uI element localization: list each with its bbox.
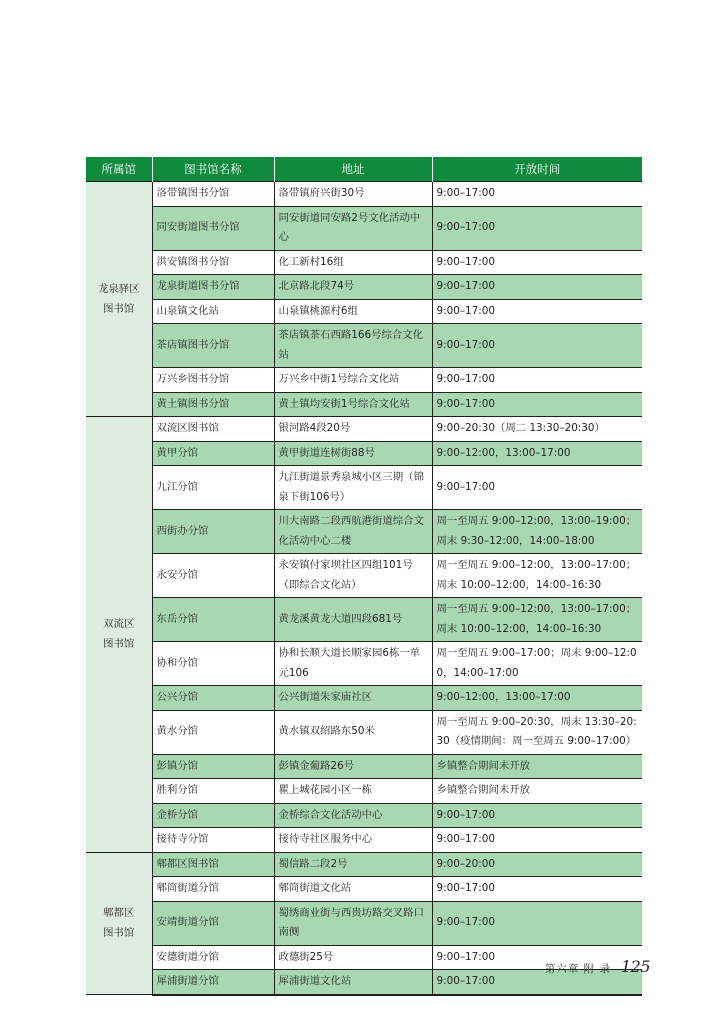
- table-body: [86, 182, 642, 995]
- group-name-cell: [86, 852, 152, 995]
- library-table: [86, 157, 642, 996]
- library-name-cell: 永安分馆: [152, 554, 274, 598]
- table-row: [86, 803, 642, 828]
- address-cell: 洛带镇府兴街30号: [274, 182, 432, 207]
- table-row: [86, 901, 642, 945]
- hours-cell: 9:00–17:00: [432, 324, 642, 368]
- library-name-cell: 茶店镇图书分馆: [152, 324, 274, 368]
- hours-cell: 9:00–17:00: [432, 392, 642, 417]
- group-name-line: 龙泉驿区: [97, 283, 140, 295]
- table-row: [86, 852, 642, 877]
- table-row: [86, 250, 642, 275]
- header-library-name: 图书馆名称: [152, 157, 274, 182]
- group-name-line: 郫都区: [103, 907, 135, 920]
- address-cell: 协和长顺大道长顺家园6栋一单元106: [274, 642, 432, 686]
- table-row: [86, 392, 642, 417]
- hours-cell: 乡镇整合期间未开放: [432, 779, 642, 804]
- table-row: [86, 441, 642, 466]
- library-name-cell: 金桥分馆: [152, 803, 274, 828]
- library-name-cell: 西街办分馆: [152, 510, 274, 554]
- library-name-cell: 山泉镇文化站: [152, 299, 274, 324]
- hours-cell: 9:00–20:30（周二 13:30–20:30）: [432, 417, 642, 442]
- page-number: 125: [620, 957, 650, 976]
- table-row: [86, 299, 642, 324]
- address-cell: 蜀信路二段2号: [274, 852, 432, 877]
- chapter-label: 第六章 附 录: [544, 963, 611, 975]
- library-name-cell: 犀浦街道分馆: [152, 970, 274, 995]
- hours-cell: 周一至周五 9:00–12:00，13:00–17:00；周末 10:00–12:00，14:00–16:30: [432, 554, 642, 598]
- address-cell: 蜀绣商业街与西贵坊路交叉路口南侧: [274, 901, 432, 945]
- table-row: [86, 779, 642, 804]
- group-name-line: 图书馆: [103, 927, 135, 940]
- hours-cell: 9:00–17:00: [432, 803, 642, 828]
- library-name-cell: 同安街道图书分馆: [152, 206, 274, 250]
- address-cell: 接待寺社区服务中心: [274, 828, 432, 853]
- hours-cell: 周一至周五 9:00–12:00，13:00–17:00；周末 10:00–12:00，14:00–16:30: [432, 598, 642, 642]
- hours-cell: 9:00–12:00，13:00–17:00: [432, 686, 642, 711]
- library-name-cell: 郫筒街道分馆: [152, 877, 274, 902]
- table-row: [86, 206, 642, 250]
- hours-cell: 乡镇整合期间未开放: [432, 754, 642, 779]
- table-row: [86, 686, 642, 711]
- table-row: [86, 368, 642, 393]
- hours-cell: 9:00–17:00: [432, 828, 642, 853]
- header-opening-hours: 开放时间: [432, 157, 642, 182]
- address-cell: 瞿上城花园小区一栋: [274, 779, 432, 804]
- library-name-cell: 郫都区图书馆: [152, 852, 274, 877]
- hours-cell: 9:00–12:00，13:00–17:00: [432, 441, 642, 466]
- hours-cell: 9:00–17:00: [432, 945, 642, 970]
- address-cell: 黄龙溪黄龙大道四段681号: [274, 598, 432, 642]
- hours-cell: 9:00–17:00: [432, 299, 642, 324]
- library-name-cell: 黄甲分馆: [152, 441, 274, 466]
- address-cell: 金桥综合文化活动中心: [274, 803, 432, 828]
- header-affiliation: 所属馆: [86, 157, 152, 182]
- group-name-cell: [86, 182, 152, 417]
- table-row: [86, 466, 642, 510]
- library-name-cell: 黄水分馆: [152, 710, 274, 754]
- address-cell: 永安镇付家坝社区四组101号（即综合文化站）: [274, 554, 432, 598]
- address-cell: 茶店镇茶石西路166号综合文化站: [274, 324, 432, 368]
- table-row: [86, 275, 642, 300]
- table-row: [86, 710, 642, 754]
- library-name-cell: 彭镇分馆: [152, 754, 274, 779]
- address-cell: 万兴乡中街1号综合文化站: [274, 368, 432, 393]
- hours-cell: 9:00–17:00: [432, 970, 642, 995]
- hours-cell: 9:00–17:00: [432, 466, 642, 510]
- hours-cell: 9:00–17:00: [432, 368, 642, 393]
- address-cell: 郫筒街道文化站: [274, 877, 432, 902]
- library-name-cell: 洛带镇图书分馆: [152, 182, 274, 207]
- library-name-cell: 龙泉街道图书分馆: [152, 275, 274, 300]
- library-name-cell: 接待寺分馆: [152, 828, 274, 853]
- library-name-cell: 洪安镇图书分馆: [152, 250, 274, 275]
- library-name-cell: 万兴乡图书分馆: [152, 368, 274, 393]
- library-name-cell: 东岳分馆: [152, 598, 274, 642]
- table-header-row: [86, 157, 642, 182]
- table-row: [86, 324, 642, 368]
- address-cell: 山泉镇桃源村6组: [274, 299, 432, 324]
- hours-cell: 周一至周五 9:00–12:00，13:00–19:00；周末 9:30–12:00，14:00–18:00: [432, 510, 642, 554]
- library-name-cell: 公兴分馆: [152, 686, 274, 711]
- hours-cell: 周一至周五 9:00–20:30，周末 13:30–20:30（疫情期间：周一至周五 9:00–17:00）: [432, 710, 642, 754]
- address-cell: 九江街道景秀泉城小区三期（锦泉下街106号）: [274, 466, 432, 510]
- table-row: [86, 828, 642, 853]
- address-cell: 彭镇金葡路26号: [274, 754, 432, 779]
- hours-cell: 9:00–17:00: [432, 901, 642, 945]
- table-row: [86, 877, 642, 902]
- library-name-cell: 黄土镇图书分馆: [152, 392, 274, 417]
- address-cell: 黄土镇均安街1号综合文化站: [274, 392, 432, 417]
- table-row: [86, 598, 642, 642]
- table-row: [86, 554, 642, 598]
- address-cell: 犀浦街道文化站: [274, 970, 432, 995]
- table-row: [86, 510, 642, 554]
- hours-cell: 9:00–17:00: [432, 275, 642, 300]
- hours-cell: 周一至周五 9:00–17:00；周末 9:00–12:00，14:00–17:00: [432, 642, 642, 686]
- address-cell: 银河路4段20号: [274, 417, 432, 442]
- hours-cell: 9:00–17:00: [432, 250, 642, 275]
- group-name-cell: [86, 417, 152, 853]
- library-name-cell: 协和分馆: [152, 642, 274, 686]
- address-cell: 同安街道同安路2号文化活动中心: [274, 206, 432, 250]
- group-name-line: 双流区: [103, 618, 135, 631]
- address-cell: 黄甲街道连树街88号: [274, 441, 432, 466]
- hours-cell: 9:00–17:00: [432, 206, 642, 250]
- address-cell: 公兴街道朱家庙社区: [274, 686, 432, 711]
- hours-cell: 9:00–17:00: [432, 877, 642, 902]
- library-name-cell: 安靖街道分馆: [152, 901, 274, 945]
- library-name-cell: 胜利分馆: [152, 779, 274, 804]
- header-address: 地址: [274, 157, 432, 182]
- hours-cell: 9:00–17:00: [432, 182, 642, 207]
- library-name-cell: 九江分馆: [152, 466, 274, 510]
- hours-cell: 9:00–20:00: [432, 852, 642, 877]
- group-name-line: 图书馆: [103, 303, 135, 315]
- address-cell: 政德街25号: [274, 945, 432, 970]
- table-row: [86, 642, 642, 686]
- address-cell: 北京路北段74号: [274, 275, 432, 300]
- table-row: [86, 754, 642, 779]
- library-name-cell: 双流区图书馆: [152, 417, 274, 442]
- table-row: [86, 182, 642, 207]
- library-name-cell: 安德街道分馆: [152, 945, 274, 970]
- group-name-line: 图书馆: [103, 638, 135, 651]
- page-footer: [545, 957, 650, 976]
- address-cell: 川大南路二段西航港街道综合文化活动中心二楼: [274, 510, 432, 554]
- address-cell: 黄水镇双绍路东50米: [274, 710, 432, 754]
- table-row: [86, 417, 642, 442]
- address-cell: 化工新村16组: [274, 250, 432, 275]
